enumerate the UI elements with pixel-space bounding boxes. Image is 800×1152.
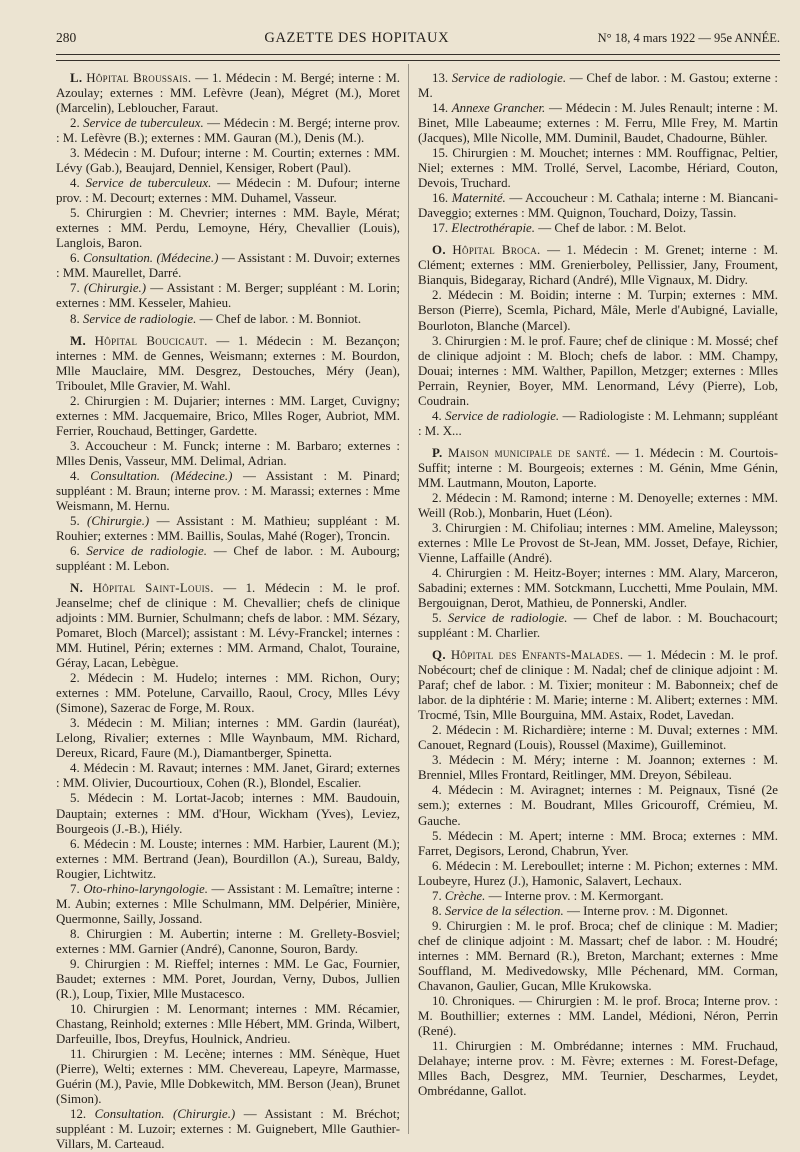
hospital-section bbox=[418, 648, 778, 723]
service-entry bbox=[418, 491, 778, 521]
section-letter: N. bbox=[70, 581, 84, 596]
entry-text: — Assistant : M. Berger; suppléant : M. Lorin; externes : MM. Kesseler, Mahieu. bbox=[56, 281, 401, 311]
entry-text: — Assistant : M. Duvoir; externes : MM. Maurellet, Darré. bbox=[56, 251, 400, 281]
entry-text: — Accoucheur : M. Cathala; interne : M. Biancani-Daveggio; externes : MM. Quignon, Touchard, Doizy, Tassin. bbox=[418, 191, 778, 221]
service-entry bbox=[418, 334, 778, 409]
service-entry bbox=[56, 791, 400, 836]
hospital-name: Hôpital Boucicaut. bbox=[94, 333, 208, 348]
entry-text: 10. Chroniques. — Chirurgien : M. le prof. Broca; Interne prov. : M. Bouthillier; externes : MM. Landel, Médioni, Néron, Perrin (René). bbox=[418, 993, 778, 1038]
entry-text: — 1. Médecin : M. Courtois-Suffit; interne : M. Bourgeois; externes : M. Génin, Mme Génin, MM. Lautmann, Mouton, Laporte. bbox=[418, 445, 778, 490]
entry-text: 11. Chirurgien : M. Ombrédanne; internes : MM. Fruchaud, Delahaye; interne prov. : M. Fèvre; externes : M. Forest-Defage, Mlles Bach, Desgrez, MM. Teurnier, Descharmes, Leydet, Ombrédanne, Gallot. bbox=[418, 1038, 778, 1099]
service-entry bbox=[56, 439, 400, 469]
entry-number: 4. bbox=[70, 176, 86, 191]
entry-number: 16. bbox=[432, 191, 452, 206]
service-entry bbox=[56, 1002, 400, 1047]
service-name: (Chirurgie.) bbox=[83, 281, 147, 296]
service-entry bbox=[418, 409, 778, 439]
hospital-section bbox=[56, 71, 400, 116]
service-entry bbox=[418, 904, 778, 919]
entry-text: — Assistant : M. Bréchot; suppléant : M. Luzoir; externes : M. Guignebert, Mlle Gauthier-Villars, M. Carteaud. bbox=[56, 1107, 400, 1152]
service-entry bbox=[56, 671, 400, 716]
entry-text: — Chef de labor. : M. Gastou; externe : M. bbox=[418, 71, 778, 101]
service-name: Maternité. bbox=[451, 191, 506, 206]
journal-title: GAZETTE DES HOPITAUX bbox=[264, 30, 450, 46]
service-entry bbox=[56, 761, 400, 791]
hospital-section bbox=[418, 243, 778, 288]
entry-number: 7. bbox=[70, 881, 84, 896]
entry-text: 6. Médecin : M. Lereboullet; interne : M. Pichon; externes : MM. Loubeyre, Hurez (J.), Hamonic, Salavert, Lechaux. bbox=[418, 858, 778, 888]
entry-text: — Chef de labor. : M. Bouchacourt; suppléant : M. Charlier. bbox=[418, 611, 778, 641]
entry-text: — 1. Médecin : M. Grenet; interne : M. Clément; externes : MM. Grenierboley, Pellissier, Jany, Froument, Bianquis, Bidegaray, Richard (André), Mlle Vignaux, M. Didry. bbox=[418, 243, 778, 288]
header-rule bbox=[56, 54, 780, 61]
service-entry bbox=[418, 889, 778, 904]
entry-text: 4. Médecin : M. Ravaut; internes : MM. Janet, Girard; externes : MM. Olivier, Ducourtioux, Cohen (R.), Blondel, Escalier. bbox=[56, 761, 400, 791]
entry-number: 13. bbox=[432, 71, 452, 85]
entry-text: 11. Chirurgien : M. Lecène; internes : MM. Sénèque, Huet (Pierre), Welti; externes : MM. Chevereau, Lapeyre, Marmasse, Guérin (M.), Pavie, Mlle Dobkewitch, MM. Berson (Jean), Brunet (Simon). bbox=[56, 1047, 400, 1107]
service-entry bbox=[418, 994, 778, 1039]
hospital-name: Hôpital des Enfants-Malades. bbox=[450, 648, 624, 663]
entry-text: 3. Chirurgien : M. le prof. Faure; chef de clinique : M. Mossé; chef de clinique adjoint : M. Bloch; chefs de labor. : MM. Champy, Douai; internes : MM. Walther, Papillon, Metzger; externes : Mlles Perrain, Reynier, Boyer, MM. Lenormand, Lévy (Pierre), Lob, Coudrain. bbox=[418, 333, 778, 408]
entry-text: 9. Chirurgien : M. Rieffel; internes : MM. Le Gac, Fournier, Baudet; externes : MM. Poret, Jourdan, Verny, Dubos, Jullien (R.), Loup, Tixier, Mlle Mustacesco. bbox=[56, 956, 400, 1001]
service-name: Service de radiologie. bbox=[445, 408, 560, 423]
entry-text: — Médecin : M. Bergé; interne prov. : M. Lefèvre (B.); externes : MM. Gauran (M.), Denis (M.). bbox=[56, 116, 400, 146]
service-entry bbox=[56, 116, 400, 146]
entry-text: — 1. Médecin : M. Bergé; interne : M. Azoulay; externes : MM. Lefèvre (Jean), Mégret (M.), Moret (Marcelin), Lebloucher, Faraut. bbox=[56, 71, 401, 116]
service-entry bbox=[56, 251, 400, 281]
entry-number: 12. bbox=[70, 1107, 95, 1122]
entry-text: — Médecin : M. Dufour; interne prov. : M. Decourt; externes : MM. Duhamel, Vasseur. bbox=[56, 176, 400, 206]
entry-text: 5. Chirurgien : M. Chevrier; internes : MM. Bayle, Mérat; externes : MM. Perdu, Lemoyne, Héry, Chevallier (Louis), Langlois, Baron. bbox=[56, 206, 400, 251]
entry-text: 5. Médecin : M. Lortat-Jacob; internes : MM. Baudouin, Dauptain; externes : MM. d'Hour, Wickham (Yves), Leviez, Bourgeois (J.-B.), Hiély. bbox=[56, 791, 400, 836]
service-entry bbox=[56, 1107, 400, 1152]
entry-text: — Chef de labor. : M. Aubourg; suppléant : M. Lebon. bbox=[56, 543, 401, 573]
entry-text: 6. Médecin : M. Louste; internes : MM. Harbier, Laurent (M.); externes : MM. Bertrand (Jean), Bourdillon (A.), Sureau, Baldy, Rougier, Lichtwitz. bbox=[56, 836, 400, 881]
entry-number: 5. bbox=[70, 513, 88, 528]
left-column bbox=[56, 71, 400, 1152]
service-entry bbox=[418, 1039, 778, 1099]
service-entry bbox=[56, 716, 400, 761]
issue-info: N° 18, 4 mars 1922 — 95e ANNÉE. bbox=[597, 31, 780, 45]
service-entry bbox=[418, 723, 778, 753]
entry-text: 5. Médecin : M. Apert; interne : MM. Broca; externes : MM. Farret, Degisors, Lerond, Chabrun, Yver. bbox=[418, 828, 778, 858]
entry-number: 2. bbox=[70, 116, 84, 131]
hospital-name: Hôpital Broussais. bbox=[86, 71, 192, 85]
entry-text: — Chef de labor. : M. Belot. bbox=[535, 221, 687, 236]
service-entry bbox=[418, 221, 778, 236]
service-entry bbox=[418, 753, 778, 783]
entry-text: 2. Médecin : M. Boidin; interne : M. Turpin; externes : MM. Berson (Pierre), Scemla, Pichard, Mâle, Merle d'Aubigné, Lavialle, Bourloton, Blanche (Marcel). bbox=[418, 288, 778, 333]
service-name: Service de radiologie. bbox=[451, 71, 567, 85]
service-name: Consultation. (Médecine.) bbox=[90, 468, 233, 483]
entry-number: 8. bbox=[432, 903, 445, 918]
entry-number: 5. bbox=[432, 611, 448, 626]
service-entry bbox=[56, 394, 400, 439]
service-name: Crèche. bbox=[444, 888, 486, 903]
service-name: Service de radiologie. bbox=[86, 543, 207, 558]
section-letter: O. bbox=[432, 243, 446, 258]
service-name: Oto-rhino-laryngologie. bbox=[83, 881, 208, 896]
service-entry bbox=[418, 71, 778, 101]
entry-number: 7. bbox=[432, 888, 445, 903]
entry-text: 9. Chirurgien : M. le prof. Broca; chef de clinique : M. Madier; chef de clinique adjoint : M. Massart; chef de labor. : M. Houdré; internes : MM. Bernard (R.), Breton, Marchant; externes : Mme Souffland, M. Medivedowsky, Mlle Péchenard, MM. Corman, Chavanon, Gaulier, Gucan, Mlle Krukowska. bbox=[418, 918, 778, 993]
service-entry bbox=[56, 281, 400, 311]
service-entry bbox=[56, 957, 400, 1002]
service-entry bbox=[56, 514, 400, 544]
service-entry bbox=[418, 919, 778, 994]
entry-text: — Médecin : M. Jules Renault; interne : M. Binet, Mlle Labeaume; externes : M. Ferru, Mlle Frey, M. Martin (Jacques), Mlle Nicolle, MM. Duminil, Baudet, Chadourne, Bühler. bbox=[418, 101, 778, 146]
service-name: Service de la sélection. bbox=[444, 903, 564, 918]
hospital-section bbox=[56, 581, 400, 671]
entry-text: — 1. Médecin : M. Bezançon; internes : MM. de Gennes, Weismann; externes : M. Bourdon, Mlle Mauclaire, MM. Desgrez, Destouches, Méry (Jean), Triboulet, Mlle Gravier, M. Wahl. bbox=[56, 333, 400, 393]
entry-text: 2. Médecin : M. Hudelo; internes : MM. Richon, Oury; externes : MM. Potelune, Carvaillo, Raoul, Crocy, Mlles Lévy (Simone), Sazerac de Forge, M. Roux. bbox=[56, 671, 400, 716]
hospital-name: Maison municipale de santé. bbox=[448, 445, 611, 460]
entry-text: — Assistant : M. Pinard; suppléant : M. Braun; interne prov. : M. Marassi; externes : Mme Weismann, M. Hernu. bbox=[56, 468, 400, 513]
service-entry bbox=[418, 859, 778, 889]
entry-text: — Interne prov. : M. Kermorgant. bbox=[485, 888, 664, 903]
service-entry bbox=[418, 191, 778, 221]
service-name: Service de tuberculeux. bbox=[83, 116, 204, 131]
service-entry bbox=[56, 206, 400, 251]
entry-text: 10. Chirurgien : M. Lenormant; internes : MM. Récamier, Chastang, Reinhold; externes : Mlle Hébert, MM. Grinda, Wilbert, Darfeuille, Ibos, Dreyfus, Houlnick, Andrieu. bbox=[56, 1001, 400, 1046]
service-entry bbox=[56, 882, 400, 927]
service-entry bbox=[56, 312, 400, 327]
section-letter: M. bbox=[70, 333, 86, 348]
service-entry bbox=[418, 829, 778, 859]
entry-text: 3. Médecin : M. Milian; internes : MM. Gardin (lauréat), Lelong, Rivalier; externes : Mlle Waynbaum, MM. Richard, Dereux, Ricard, Faure (M.), Diamantberger, Spinetta. bbox=[56, 716, 400, 761]
entry-number: 7. bbox=[70, 281, 84, 296]
service-name: (Chirurgie.) bbox=[87, 513, 150, 528]
service-name: Service de radiologie. bbox=[82, 311, 197, 326]
service-name: Service de radiologie. bbox=[447, 611, 568, 626]
entry-number: 4. bbox=[70, 468, 91, 483]
entry-number: 14. bbox=[432, 101, 452, 116]
entry-text: 2. Chirurgien : M. Dujarier; internes : MM. Larget, Cuvigny; externes : MM. Jacquemaire, Brico, Mlles Roger, Aubriot, MM. Ferrier, Rouchaud, Bettinger, Gardette. bbox=[56, 393, 400, 438]
entry-text: 3. Chirurgien : M. Chifoliau; internes : MM. Ameline, Maleysson; externes : Mlle Le Provost de St-Jean, MM. Josset, Defaye, Richier, Vienne, Laffaille (André). bbox=[418, 520, 778, 565]
service-entry bbox=[56, 176, 400, 206]
entry-text: 15. Chirurgien : M. Mouchet; internes : MM. Rouffignac, Peltier, Niel; externes : MM. Trollé, Servel, Lacombe, Hériard, Couton, Devois, Truchard. bbox=[418, 146, 778, 191]
service-entry bbox=[418, 146, 778, 191]
entry-text: 3. Médecin : M. Dufour; interne : M. Courtin; externes : MM. Lévy (Gab.), Beaujard, Denniel, Kensiger, Robert (Paul). bbox=[56, 146, 400, 176]
service-entry bbox=[56, 544, 400, 574]
right-column bbox=[418, 71, 778, 1099]
entry-text: 3. Accoucheur : M. Funck; interne : M. Barbaro; externes : Mlles Denis, Vasseur, MM. Delimal, Adrian. bbox=[56, 438, 400, 468]
service-name: Consultation. (Médecine.) bbox=[83, 251, 219, 266]
entry-text: — Radiologiste : M. Lehmann; suppléant : M. X... bbox=[418, 408, 778, 438]
hospital-section bbox=[418, 446, 778, 491]
hospital-name: Hôpital Saint-Louis. bbox=[92, 581, 214, 596]
entry-number: 17. bbox=[432, 221, 452, 236]
service-entry bbox=[418, 566, 778, 611]
section-letter: P. bbox=[432, 445, 443, 460]
entry-text: — Interne prov. : M. Digonnet. bbox=[563, 903, 728, 918]
entry-text: — 1. Médecin : M. le prof. Nobécourt; chef de clinique : M. Nadal; chef de clinique adjoint : M. Paraf; chef de labor. : M. Tixier; moniteur : M. Babonneix; chef de labor. de la diphtérie : M. Marie; interne : M. Alibert; externes : MM. Trocmé, Tsin, Mlle Bourguina, MM. Astaix, Rodet, Lavedan. bbox=[418, 648, 778, 723]
entry-text: — Assistant : M. Lemaître; interne : M. Aubin; externes : Mlle Schulmann, MM. Delpérier, Minière, Quermonne, Sailly, Jossand. bbox=[56, 881, 400, 926]
entry-text: 8. Chirurgien : M. Aubertin; interne : M. Grellety-Bosviel; externes : MM. Garnier (André), Canonne, Souron, Bardy. bbox=[56, 926, 400, 956]
page-number: 280 bbox=[56, 30, 77, 45]
entry-text: — 1. Médecin : M. le prof. Jeanselme; chef de clinique : M. Chevallier; chefs de clinique adjoints : MM. Burnier, Schulmann; chefs de labor. : MM. Sézary, Pomaret, Bloch (Marcel); assistant : M. Lévy-Franckel; internes : MM. Hutinel, Périn; externes : MM. Armand, Chalot, Touraine, Géray, Lacan, Lebègue. bbox=[56, 581, 400, 671]
entry-text: — Assistant : M. Mathieu; suppléant : M. Rouhier; externes : MM. Baillis, Soulas, Mahé (Roger), Troncin. bbox=[56, 513, 400, 543]
entry-text: 2. Médecin : M. Richardière; interne : M. Duval; externes : MM. Canouet, Regnard (Louis), Roussel (Maxime), Guilleminot. bbox=[418, 723, 778, 753]
section-letter: Q. bbox=[432, 648, 446, 663]
column-divider bbox=[408, 64, 409, 1134]
service-name: Electrothérapie. bbox=[451, 221, 535, 236]
service-entry bbox=[418, 288, 778, 333]
hospital-name: Hôpital Broca. bbox=[452, 243, 541, 258]
entry-number: 6. bbox=[70, 543, 87, 558]
entry-text: 4. Chirurgien : M. Heitz-Boyer; internes : MM. Alary, Marceron, Sabadini; externes : MM. Sotckmann, Lucchetti, Mme Poulain, MM. Bergouignan, Derot, Mathieu, de Ponnerski, Andler. bbox=[418, 566, 778, 611]
service-entry bbox=[418, 611, 778, 641]
service-entry bbox=[56, 837, 400, 882]
entry-text: 3. Médecin : M. Méry; interne : M. Joannon; externes : M. Brenniel, Mlles Frontard, Reitlinger, MM. Dreyon, Sébileau. bbox=[418, 753, 778, 783]
entry-text: — Chef de labor. : M. Bonniot. bbox=[196, 311, 362, 326]
page-header bbox=[56, 30, 780, 47]
service-entry bbox=[56, 927, 400, 957]
service-entry bbox=[56, 146, 400, 176]
entry-number: 4. bbox=[432, 408, 446, 423]
service-entry bbox=[56, 469, 400, 514]
entry-number: 8. bbox=[70, 311, 83, 326]
service-name: Annexe Grancher. bbox=[451, 101, 546, 116]
entry-text: 2. Médecin : M. Ramond; interne : M. Denoyelle; externes : MM. Weill (Rob.), Monbarin, Huet (Léon). bbox=[418, 490, 778, 520]
service-entry bbox=[418, 101, 778, 146]
entry-number: 6. bbox=[70, 251, 84, 266]
service-name: Consultation. (Chirurgie.) bbox=[94, 1107, 236, 1122]
service-entry bbox=[418, 521, 778, 566]
service-entry bbox=[56, 1047, 400, 1107]
service-entry bbox=[418, 783, 778, 828]
section-letter: L. bbox=[70, 71, 83, 85]
service-name: Service de tuberculeux. bbox=[85, 176, 212, 191]
entry-text: 4. Médecin : M. Aviragnet; internes : M. Peignaux, Tisné (2e sem.); externes : M. Boudrant, Mlles Gricouroff, Crémieu, M. Gauche. bbox=[418, 783, 778, 828]
hospital-section bbox=[56, 334, 400, 394]
